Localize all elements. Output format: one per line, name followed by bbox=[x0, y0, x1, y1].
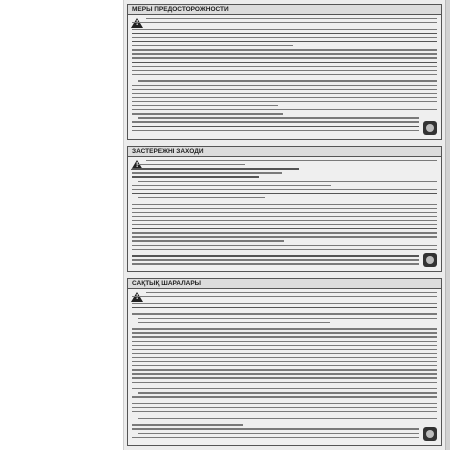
certification-mark-icon bbox=[423, 253, 437, 267]
fine-print-line bbox=[132, 437, 419, 438]
fine-print-line bbox=[132, 240, 284, 241]
fine-print-line bbox=[132, 121, 419, 122]
fine-print-line bbox=[132, 105, 278, 106]
section-box-ua bbox=[127, 146, 442, 272]
fine-print-line bbox=[138, 322, 330, 323]
fine-print-line bbox=[132, 411, 437, 412]
section-box-kz bbox=[127, 278, 442, 446]
fine-print-line bbox=[132, 66, 437, 67]
fine-print-line bbox=[132, 53, 437, 54]
fine-print-line bbox=[132, 249, 437, 250]
fine-print-line bbox=[132, 328, 437, 329]
fine-print-line bbox=[138, 117, 419, 118]
fine-print-line bbox=[132, 377, 437, 378]
fine-print-line bbox=[132, 193, 437, 194]
fine-print-line bbox=[132, 353, 437, 354]
fine-print-line bbox=[146, 292, 437, 293]
fine-print-line bbox=[132, 259, 419, 260]
fine-print-line bbox=[132, 313, 437, 314]
fine-print-line bbox=[132, 70, 437, 71]
fine-print-line bbox=[132, 224, 437, 225]
fine-print-line bbox=[132, 428, 419, 429]
fine-print-line bbox=[138, 433, 419, 434]
fine-print-line bbox=[132, 204, 437, 205]
fine-print-line bbox=[132, 336, 437, 337]
fine-print-line bbox=[138, 164, 245, 165]
fine-print-line bbox=[146, 18, 437, 19]
fine-print-line bbox=[132, 126, 419, 127]
fine-print-line bbox=[132, 185, 331, 186]
fine-print-line bbox=[132, 365, 437, 366]
fine-print-line bbox=[132, 307, 437, 308]
fine-print-line bbox=[132, 220, 437, 221]
fine-print-line bbox=[132, 303, 437, 304]
fine-print-line bbox=[132, 232, 437, 233]
section-title-ua: ЗАСТЕРЕЖНІ ЗАХОДИ bbox=[128, 147, 441, 157]
fine-print-line bbox=[132, 189, 437, 190]
fine-print-line bbox=[132, 216, 437, 217]
fine-print-line bbox=[138, 197, 265, 198]
section-body-ru bbox=[128, 15, 441, 139]
fine-print-line bbox=[132, 97, 437, 98]
section-body-ua bbox=[128, 157, 441, 271]
fine-print-line bbox=[132, 345, 437, 346]
certification-mark-icon bbox=[423, 427, 437, 441]
fine-print-line bbox=[146, 160, 437, 161]
fine-print-line bbox=[132, 388, 437, 389]
section-title-ru: МЕРЫ ПРЕДОСТОРОЖНОСТИ bbox=[128, 5, 441, 15]
fine-print-line bbox=[138, 181, 437, 182]
fine-print-line bbox=[132, 89, 437, 90]
fine-print-line bbox=[132, 373, 437, 374]
fine-print-line bbox=[132, 361, 437, 362]
section-title-kz: САҚТЫҚ ШАРАЛАРЫ bbox=[128, 279, 441, 289]
fine-print-line bbox=[132, 245, 437, 246]
fine-print-line bbox=[132, 369, 437, 370]
fine-print-line bbox=[132, 382, 437, 383]
certification-mark-icon bbox=[423, 121, 437, 135]
fine-print-line bbox=[132, 332, 437, 333]
fine-print-line bbox=[132, 349, 437, 350]
fine-print-line bbox=[132, 357, 437, 358]
fine-print-line bbox=[138, 392, 437, 393]
section-box-ru bbox=[127, 4, 442, 140]
fine-print-line bbox=[132, 85, 437, 86]
fine-print-line bbox=[138, 418, 437, 419]
fine-print-line bbox=[132, 62, 437, 63]
fine-print-line bbox=[132, 109, 437, 110]
fine-print-line bbox=[132, 37, 437, 38]
fine-print-line bbox=[132, 263, 419, 264]
fine-print-line bbox=[132, 236, 437, 237]
fine-print-line bbox=[132, 33, 437, 34]
fine-print-line bbox=[132, 212, 437, 213]
fine-print-line bbox=[132, 101, 437, 102]
package-side-panel bbox=[123, 0, 445, 450]
fine-print-line bbox=[132, 22, 437, 23]
fine-print-line bbox=[132, 45, 293, 46]
fine-print-line bbox=[132, 74, 437, 75]
fine-print-line bbox=[132, 113, 283, 114]
fine-print-line bbox=[132, 172, 282, 173]
fine-print-line bbox=[132, 93, 437, 94]
fine-print-line bbox=[132, 168, 299, 169]
fine-print-line bbox=[132, 176, 259, 177]
fine-print-line bbox=[132, 424, 243, 425]
fine-print-line bbox=[132, 130, 419, 131]
package-edge-strip bbox=[445, 0, 450, 450]
fine-print-line bbox=[132, 57, 437, 58]
left-background bbox=[0, 0, 123, 450]
fine-print-line bbox=[132, 208, 437, 209]
fine-print-line bbox=[132, 341, 437, 342]
fine-print-line bbox=[138, 318, 437, 319]
fine-print-line bbox=[132, 255, 419, 256]
fine-print-line bbox=[132, 29, 437, 30]
fine-print-line bbox=[132, 296, 437, 297]
section-body-kz bbox=[128, 289, 441, 445]
fine-print-line bbox=[132, 228, 437, 229]
fine-print-line bbox=[132, 41, 437, 42]
fine-print-line bbox=[132, 396, 437, 397]
fine-print-line bbox=[132, 403, 437, 404]
fine-print-line bbox=[138, 80, 437, 81]
fine-print-line bbox=[132, 49, 437, 50]
fine-print-line bbox=[132, 407, 437, 408]
